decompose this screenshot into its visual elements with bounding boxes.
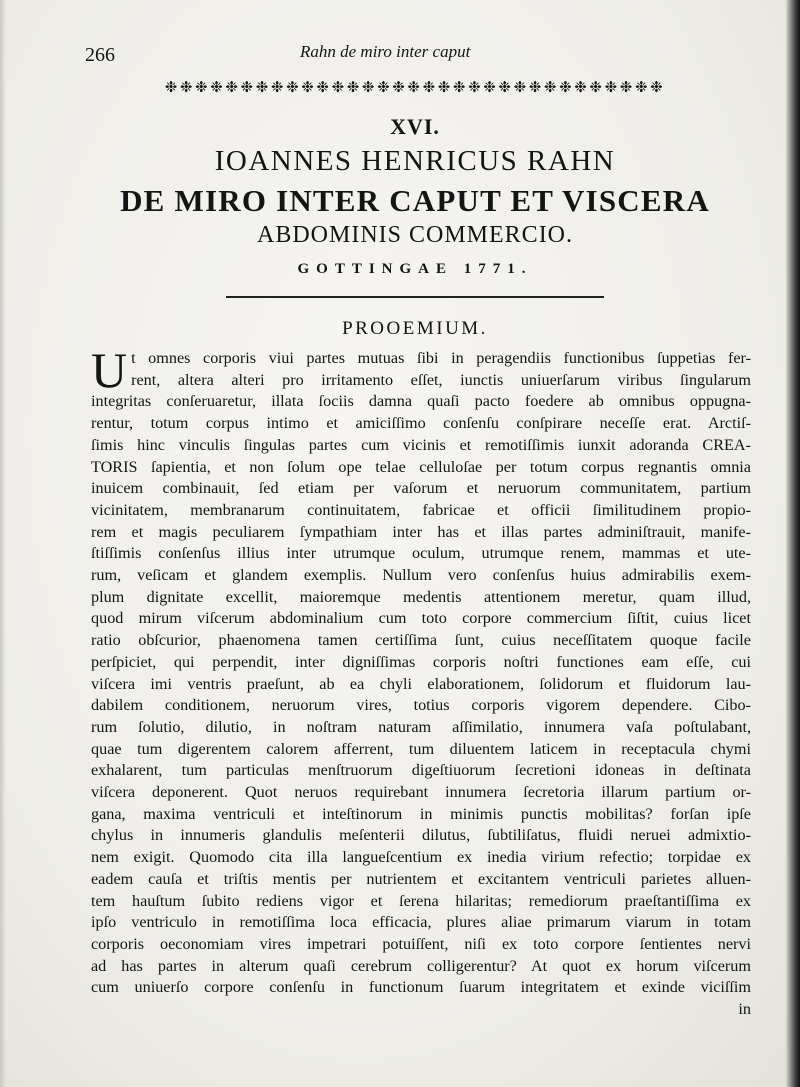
text-line: ad has partes in alterum quaſi cerebrum colligerentur? At quot ex horum viſcerum: [91, 956, 751, 975]
text-line: nem exigit. Quomodo cita illa langueſcentium ex inedia virium refectio; torpidae ex: [91, 848, 751, 867]
text-line: rum ſolutio, dilutio, in noſtram naturam aſſimilatio, innumera vaſa poſtulabant,: [91, 717, 751, 736]
imprint-place-year: GOTTINGAE 1771.: [297, 261, 533, 277]
page-number: 266: [85, 44, 115, 66]
text-line: ratio obſcurior, phaenomena tamen certiſſima ſunt, cuius neceſſitatem quoque facile: [91, 631, 751, 650]
drop-cap: U: [91, 342, 128, 398]
author-name: IOANNES HENRICUS RAHN: [214, 145, 616, 177]
text-line: in: [738, 1000, 751, 1019]
text-line: quae tum digerentem calorem afferrent, tum diluentem laticem in receptacula chymi: [91, 739, 751, 758]
text-line: chylus in innumeris glandulis meſenterii dilutus, ſubtiliſatus, fluidi neruei admixtio-: [91, 826, 751, 845]
text-line: tem hauſtum ſubito rediens vigor et ſerena hilaritas; remediorum praeſtantiſſima ex: [91, 891, 751, 910]
text-line: viſcera deponerent. Quot neruos requirebant innumera ſecretoria illarum partium or-: [91, 783, 751, 802]
text-line: viſcera imi ventris praeſunt, ab ea chyli elaborationem, ſolidorum et fluidorum lau-: [91, 674, 751, 693]
text-line: integritas conſeruaretur, illata ſociis damna quaſi pacto foedere ab omnibus oppugna-: [91, 392, 751, 411]
text-line: eadem cauſa et triſtis mentis per nutrientem et excitantem ventriculi parietes alluen-: [91, 869, 751, 888]
text-line: cum uniuerſo corpore conſenſu in functionum ſuarum integritatem et exinde viciſſim: [91, 978, 751, 997]
title-rule: [226, 296, 604, 298]
text-line: rum, veſicam et glandem exemplis. Nullum vero conſenſus huius admirabilis exem-: [91, 566, 751, 585]
text-line: t omnes corporis viui partes mutuas ſibi in peragendiis functionibus ſuppetias fer-: [131, 349, 751, 367]
text-line: gana, maxima ventriculi et inteſtinorum in minimis punctis mobilitas? forſan ipſe: [91, 804, 751, 823]
text-line: ſtiſſimis conſenſus illius inter utrumque oculum, utrumque renem, mammas et ute-: [91, 544, 751, 563]
ornamental-border: ❉❉❉❉❉❉❉❉❉❉❉❉❉❉❉❉❉❉❉❉❉❉❉❉❉❉❉❉❉❉❉❉❉: [164, 80, 666, 96]
title-line-2: ABDOMINIS COMMERCIO.: [256, 222, 574, 248]
chapter-number: XVI.: [390, 114, 440, 139]
section-title: PROOEMIUM.: [342, 318, 488, 339]
text-line: quod mirum viſcerum abdominalium cum toto corpore commercium ſiſtit, cuius licet: [91, 609, 751, 628]
text-line: plum dignitate excellit, maioremque medentis attentionem meretur, quam illud,: [91, 587, 751, 606]
book-spine-shadow: [786, 0, 800, 1087]
text-line: exhalarent, tum particulas menſtruorum digeſtiuorum ſecretioni idoneas in deſtinata: [91, 761, 751, 780]
text-line: ſimis hinc vinculis ſingulas partes cum vicinis et remotiſſimis iunxit adoranda CREA-: [91, 435, 751, 454]
text-line: rentur, totum corpus intimo et amiciſſimo conſenſu conſpirare neceſſe erat. Arctiſ-: [91, 414, 751, 433]
title-line-1: DE MIRO INTER CAPUT ET VISCERA: [120, 183, 710, 218]
page-left-edge: [0, 0, 6, 1087]
body-text: [91, 342, 751, 1021]
text-line: dabilem conditionem, neruorum vires, totius corporis vigorem dependere. Cibo-: [91, 696, 751, 715]
running-head: Rahn de miro inter caput: [300, 42, 471, 61]
text-line: rem et magis peculiarem ſympathiam inter has et illas partes adminiſtrauit, manife-: [91, 522, 751, 541]
text-line: ipſo ventriculo in remotiſſima loca efficacia, plures aliae primarum viarum in totam: [91, 913, 751, 932]
text-line: perſpiciet, qui perpendit, inter digniſſimas corporis noſtri functiones eam eſſe, cui: [91, 652, 751, 671]
text-line: rent, altera alteri pro irritamento eſſet, iunctis uniuerſarum viribus ſingularum: [131, 370, 751, 389]
text-line: TORIS ſapientia, et non ſolum ope telae celluloſae per totum corpus regnantis omnia: [91, 457, 751, 476]
page-header: [85, 40, 745, 70]
text-line: vicinitatem, membranarum continuitatem, fabricae et officii ſimilitudinem propio-: [91, 500, 751, 519]
text-line: inuicem combinauit, ſed etiam per vaſorum et neruorum communitatem, partium: [91, 479, 751, 498]
text-line: corporis oeconomiam vires impetrari potuiſſent, niſi ex toto corpore ſentientes nervi: [91, 934, 751, 953]
